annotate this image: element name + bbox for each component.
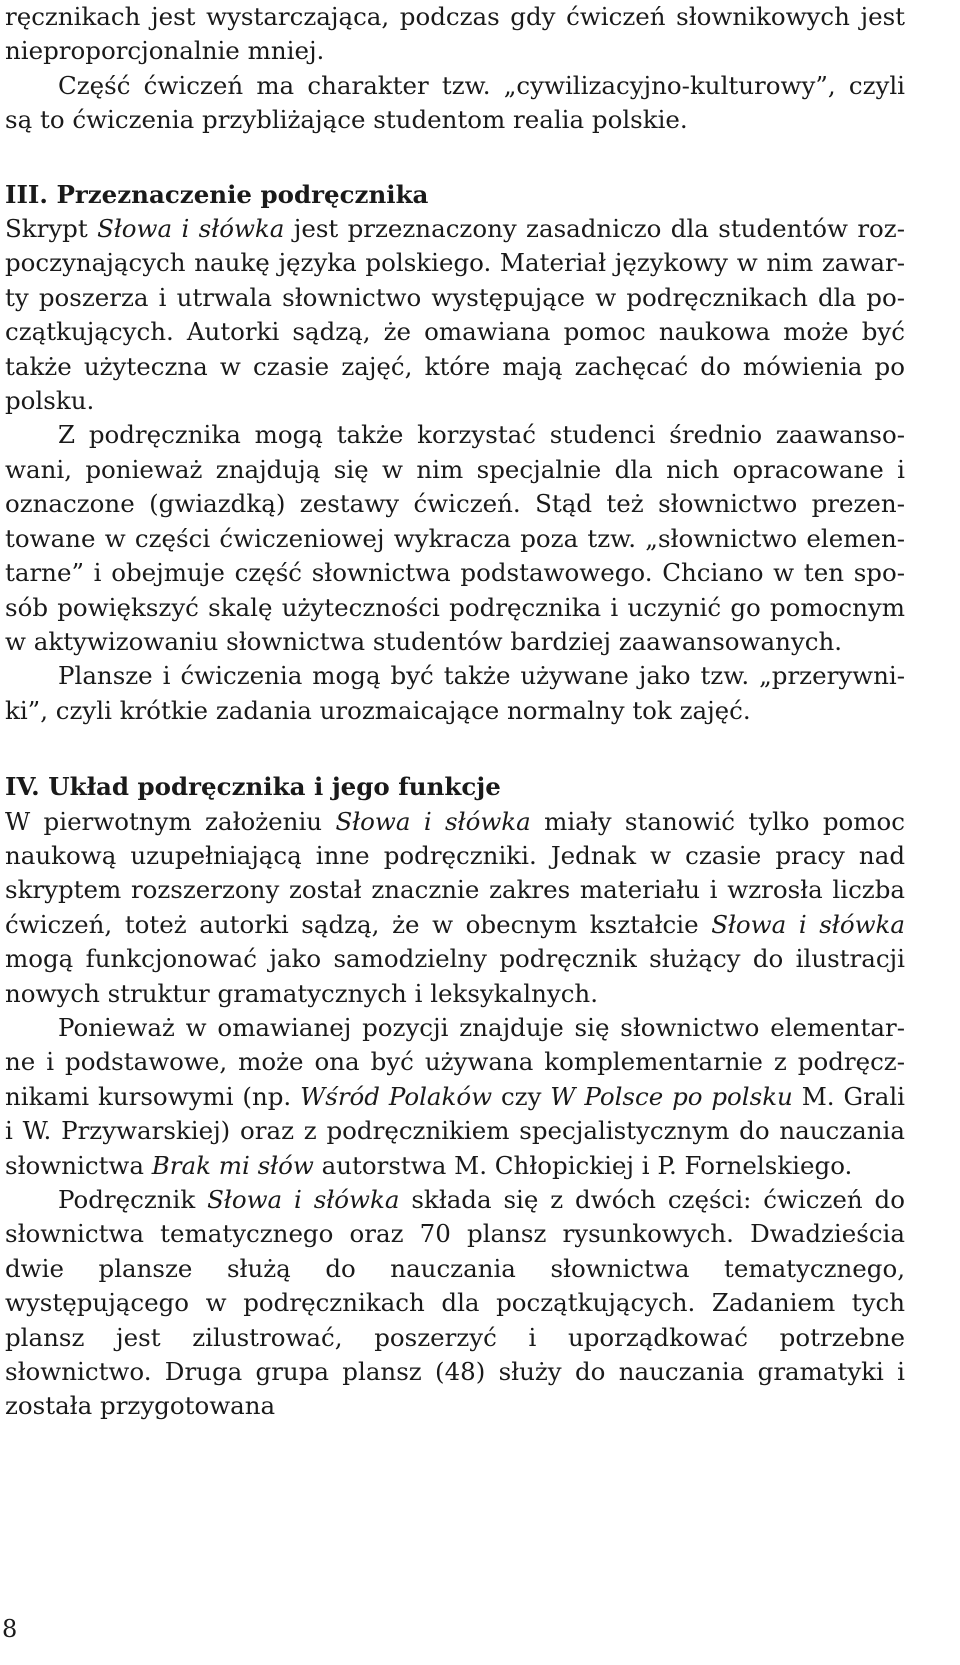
book-title: Brak mi słów bbox=[151, 1150, 314, 1180]
section-heading-purpose: III. Przeznaczenie podręcznika bbox=[5, 179, 429, 209]
book-title: Słowa i słówka bbox=[711, 909, 905, 939]
paragraph-intro-continuation: ręcznikach jest wystarczająca, podczas gdy ćwiczeń słownikowych jest nieproporcjonalnie mniej. bbox=[5, 2, 905, 66]
text-run: czy bbox=[492, 1081, 551, 1111]
paragraph-layout-2 bbox=[5, 1011, 905, 1183]
section-heading-layout: IV. Układ podręcznika i jego funkcje bbox=[5, 772, 501, 802]
paragraph-cultural-exercises: Część ćwiczeń ma charakter tzw. „cywilizacyjno-kulturowy”, czyli są to ćwiczenia przybliżające studentom realia polskie. bbox=[5, 70, 905, 135]
text-run: autorstwa M. Chłopickiej i P. Fornelskiego. bbox=[313, 1150, 853, 1180]
book-title: W Polsce po polsku bbox=[550, 1081, 793, 1111]
text-run: jest przeznaczony zasadniczo dla studentów rozpoczynających naukę języka polskiego. Materiał językowy w nim zawarty poszerza i utrwala słownictwo występujące w podręcznikach dla początkujących. Autorki sądzą, że omawiana pomoc naukowa może być także użyteczna w czasie zajęć, które mają zachęcać do mówienia po polsku. bbox=[5, 214, 905, 416]
text-run: M. Grali i W. Przywarskiej) oraz z podręcznikiem specjalistycznym do nauczania słownictwa bbox=[5, 1081, 905, 1180]
paragraph-layout-1 bbox=[5, 805, 905, 1011]
section-spacer bbox=[5, 138, 905, 178]
paragraph-purpose-1 bbox=[5, 212, 905, 418]
text-run: Ponieważ w omawianej pozycji znajduje się słownictwo elementarne i podstawowe, może ona być używana komplementarnie z podręcznikami kursowymi (np. bbox=[5, 1012, 905, 1111]
text-run: mogą funkcjonować jako samodzielny podręcznik służący do ilustracji nowych struktur gramatycznych i leksykalnych. bbox=[5, 944, 905, 1008]
paragraph-layout-3 bbox=[5, 1183, 905, 1424]
text-run: Podręcznik bbox=[58, 1185, 208, 1214]
book-title: Słowa i słówka bbox=[207, 1185, 400, 1214]
book-title: Wśród Polaków bbox=[300, 1081, 493, 1111]
page-number: 8 bbox=[2, 1615, 18, 1643]
paragraph-purpose-2: Z podręcznika mogą także korzystać studenci średnio zaawansowani, ponieważ znajdują się w nim specjalnie dla nich opracowane i oznaczone (gwiazdką) zestawy ćwiczeń. Stąd też słownictwo prezentowane w części ćwiczeniowej wykracza poza tzw. „słownictwo elementarne” i obejmuje część słownictwa podstawowego. Chciano w ten sposób powiększyć skalę użyteczności podręcznika i uczynić go pomocnym w aktywizowaniu słownictwa studentów bardziej zaawansowanych. bbox=[5, 420, 905, 656]
text-run: miały stanowić tylko pomoc naukową uzupełniającą inne podręczniki. Jednak w czasie pracy nad skryptem rozszerzony został znacznie zakres materiału i wzrosła liczba ćwiczeń, toteż autorki sądzą, że w obecnym kształcie bbox=[5, 806, 905, 939]
section-spacer bbox=[5, 728, 905, 770]
text-run: W pierwotnym założeniu bbox=[5, 806, 336, 836]
book-title: Słowa i słówka bbox=[97, 214, 285, 244]
document-page bbox=[5, 0, 905, 1424]
book-title: Słowa i słówka bbox=[335, 806, 531, 836]
text-run: Skrypt bbox=[5, 214, 98, 244]
paragraph-purpose-3: Plansze i ćwiczenia mogą być także używane jako tzw. „przerywniki”, czyli krótkie zadania urozmaicające normalny tok zajęć. bbox=[5, 661, 905, 725]
text-run: składa się z dwóch części: ćwiczeń do słownictwa tematycznego oraz 70 plansz rysunkowych. Dwadzieścia dwie plansze służą do nauczania słownictwa tematycznego, występującego w podręcznikach dla początkujących. Zadaniem tych plansz jest zilustrować, poszerzyć i uporządkować potrzebne słownictwo. Druga grupa plansz (48) służy do nauczania gramatyki i została przygotowana bbox=[5, 1185, 905, 1421]
